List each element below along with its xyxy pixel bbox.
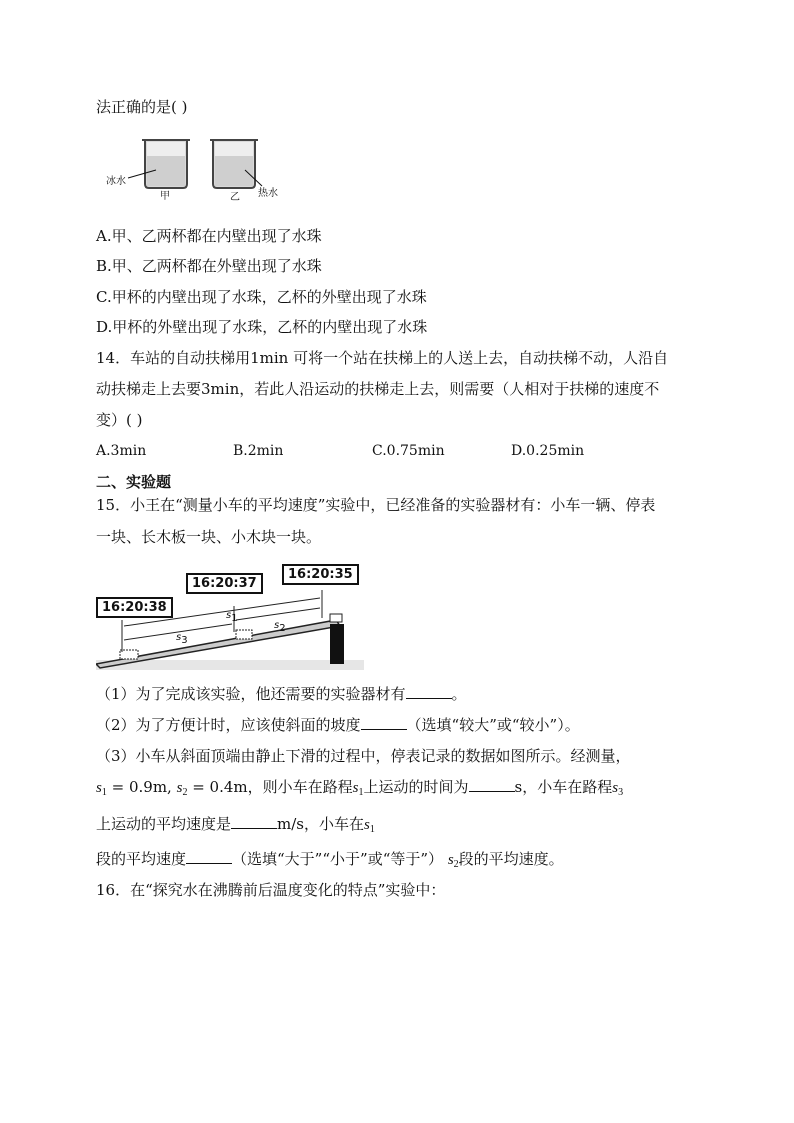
q15-part-1 [96,684,467,704]
answer-blank-2[interactable] [361,715,407,730]
q14-line-1: 14．车站的自动扶梯用1min 可将一个站在扶梯上的人送上去，自动扶梯不动，人沿自 [96,349,669,367]
label-yi: 乙 [230,192,240,203]
sub-1: 1 [369,824,375,835]
q15-text-route: ，则小车在路程 [247,778,353,796]
section-title-experiment: 二、实验题 [96,473,172,491]
label-s3-sub: 3 [181,635,188,646]
stopwatch-time-middle: 16:20:37 [186,573,263,594]
q14-option-b: B.2min [233,443,284,459]
math-s2-end [448,852,459,868]
var-s: s [612,780,619,796]
var-s: s [447,852,454,868]
q15-part-2-end: （选填“较大”或“较小”）。 [406,716,580,734]
label-s2-var: s [274,620,280,631]
label-ice-water: 冰水 [106,176,126,187]
q15-part-2 [96,715,580,735]
answer-blank-3[interactable] [469,777,515,792]
var-s: s [176,780,183,796]
sub-3: 3 [618,787,624,798]
label-s1-var: s [226,610,232,621]
q16-line-1: 16．在“探究水在沸腾前后温度变化的特点”实验中： [96,881,446,899]
q15-text-time: 上运动的时间为 [363,778,469,796]
label-s1 [226,610,238,625]
label-s3 [176,632,188,647]
q15-part-3: （3）小车从斜面顶端由静止下滑的过程中，停表记录的数据如图所示。经测量， [96,747,631,765]
q15-part-3-line-3 [96,814,375,840]
sub-2: 2 [453,859,459,870]
q15-text-unit: m/s，小车在 [277,815,364,833]
math-s2-value: = 0.4m [192,778,248,796]
incline-figure [96,560,364,670]
q15-line-1: 15．小王在“测量小车的平均速度”实验中，已经准备的实验器材有：小车一辆、停表 [96,496,656,514]
var-s: s [364,817,370,833]
q13-option-c: C.甲杯的内壁出现了水珠，乙杯的外壁出现了水珠 [96,288,427,306]
q15-part-1-end: 。 [451,685,467,703]
stopwatch-time-bottom: 16:20:38 [96,597,173,618]
q14-option-d: D.0.25min [511,443,585,459]
q14-line-2: 动扶梯走上去要3min，若此人沿运动的扶梯走上去，则需要（人相对于扶梯的速度不 [96,380,660,398]
label-s2 [274,620,286,635]
sub-1: 1 [101,787,107,798]
answer-blank-1[interactable] [406,684,452,699]
q14-option-a: A.3min [96,443,147,459]
q14-line-3: 变）( ) [96,411,143,429]
q15-text-route-2: s，小车在路程 [514,778,613,796]
answer-blank-5[interactable] [186,849,232,864]
q13-stem-tail: 法正确的是( ) [96,98,188,116]
q15-part-1-text: （1）为了完成该实验，他还需要的实验器材有 [96,685,406,703]
label-jia: 甲 [160,191,170,202]
label-hot-water: 热水 [258,188,278,199]
q14-option-c: C.0.75min [372,443,445,459]
answer-blank-4[interactable] [231,814,277,829]
math-s1-inline [353,780,364,796]
math-s1-end [364,817,375,833]
beaker-figure [100,132,300,210]
sub-1: 1 [358,787,364,798]
math-s2 [177,780,188,796]
label-s1-sub: 1 [231,613,238,624]
label-s3-var: s [176,632,182,643]
q15-text-segment-end: 段的平均速度。 [458,850,564,868]
q13-option-a: A.甲、乙两杯都在内壁出现了水珠 [96,227,322,245]
sub-2: 2 [182,787,188,798]
q13-option-b: B.甲、乙两杯都在外壁出现了水珠 [96,257,322,275]
q15-part-3-line-4 [96,849,564,875]
q15-part-3-line-2 [96,777,623,803]
q15-text-segment: 段的平均速度 [96,850,187,868]
q15-part-2-text: （2）为了方便计时，应该使斜面的坡度 [96,716,361,734]
stopwatch-time-top: 16:20:35 [282,564,359,585]
math-s1 [96,780,107,796]
q15-text-choice: （选填“大于”“小于”或“等于”） [232,850,444,868]
label-s2-sub: 2 [279,623,286,634]
math-s1-value: = 0.9m, [111,778,172,796]
var-s: s [352,780,359,796]
q13-option-d: D.甲杯的外壁出现了水珠，乙杯的内壁出现了水珠 [96,318,428,336]
q15-line-2: 一块、长木板一块、小木块一块。 [96,528,322,546]
var-s: s [96,780,102,796]
math-s3 [612,780,623,796]
q15-text-avg-speed: 上运动的平均速度是 [96,815,232,833]
